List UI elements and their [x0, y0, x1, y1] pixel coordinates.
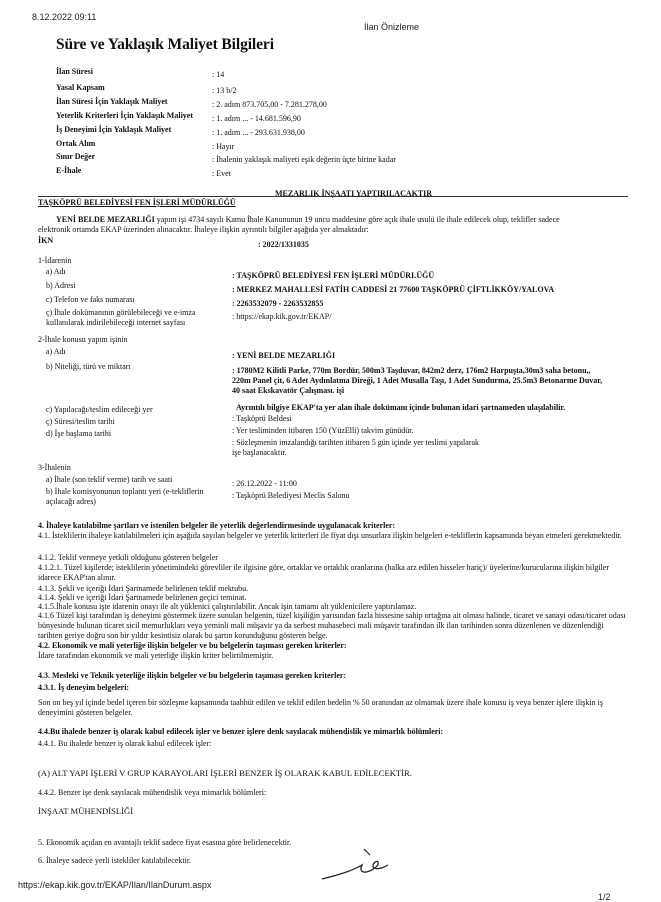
s43-title: 4.3. Mesleki ve Teknik yeterliğe ilişkin belgeler ve bu belgelerin taşıması gereken kriterler:	[38, 671, 347, 680]
info-value: : 1. adım ... - 14.681.596,90	[212, 114, 301, 123]
s3b-value: : Taşköprü Belediyesi Meclis Salonu	[232, 491, 350, 500]
intro-line-1	[56, 215, 560, 225]
notice-org: TAŞKÖPRÜ BELEDİYESİ FEN İŞLERİ MÜDÜRLÜĞÜ	[38, 198, 236, 207]
section-1-label: a) Adı	[46, 267, 66, 276]
section-2-title: 2-İhale konusu yapım işinin	[38, 335, 128, 344]
s2b-note: Ayrıntılı bilgiye EKAP'ta yer alan ihale dokümanı içinde bulunan idari şartnameden ulaşılabilir.	[236, 403, 566, 412]
page-number: 1/2	[598, 892, 611, 902]
signature-image	[318, 845, 408, 885]
intro-rest: yapım işi 4734 sayılı Kamu İhale Kanununun 19 uncu maddesine göre açık ihale usulü ile ihale edilecek olup, teklifler sadece	[154, 215, 560, 224]
s6-text: 6. İhaleye sadece yerli istekliler katılabilecektir.	[38, 856, 192, 865]
s416-text: 4.1.6 Tüzel kişi tarafından iş deneyimi göstermek üzere sunulan belgenin, tüzel kişiliğin yarısından fazla hissesine sahip ortağına ait olması halinde, ticaret ve sanayi odası/ticaret odası bünyesinde bulunan ticaret sicil memurlukları veya yeminli mali müşavir ya da serbest muhasebeci mali müşavir tarafından ilk ilan tarihinden sonra düzenlenen ve düzenlendiği tarihten geriye doğru son bir yıldır kesintisiz olarak bu şartın korunduğunu gösteren belge.	[38, 611, 626, 640]
info-label: İş Deneyimi İçin Yaklaşık Maliyet	[56, 125, 172, 134]
intro-bold: YENİ BELDE MEZARLIĞI	[56, 215, 155, 224]
ikn-value: : 2022/1331035	[258, 240, 309, 249]
footer-url[interactable]: https://ekap.kik.gov.tr/EKAP/Ilan/IlanDurum.aspx	[18, 880, 212, 890]
section-1-label: ç) İhale dokümanının görülebileceği ve e-imza kullanılarak indirilebileceği internet sayfası	[46, 308, 196, 327]
page-title: İlan Önizleme	[364, 22, 420, 32]
ikn-label: İKN	[38, 236, 54, 245]
info-value: : Hayır	[212, 142, 235, 151]
s2a-label: a) Adı	[46, 347, 66, 356]
print-datetime: 8.12.2022 09:11	[32, 12, 97, 22]
s41-text: 4.1. İsteklilerin ihaleye katılabilmeleri için aşağıda sayılan belgeler ve yeterlik kriterleri ile fiyat dışı unsurlara ilişkin belgeleri e-tekliflerin kapsamında beyan etmeleri gerekmektedir.	[38, 531, 622, 540]
s415-text: 4.1.5.İhale konusu işte idarenin onayı ile alt yüklenici çalıştırılabilir. Ancak işin tamamı alt yüklenicilere yaptırılamaz.	[38, 602, 417, 611]
info-label: Yasal Kapsam	[56, 83, 105, 92]
info-label: Ortak Alım	[56, 139, 96, 148]
info-value: : 2. adım 873.705,00 - 7.281.278,00	[212, 100, 327, 109]
notice-heading: MEZARLIK İNŞAATI YAPTIRILACAKTIR	[275, 189, 433, 198]
info-label: İlan Süresi	[56, 67, 93, 76]
s4121-text: 4.1.2.1. Tüzel kişilerde; isteklilerin yönetimindeki görevliler ile ilgisine göre, ortaklar ve ortaklık oranlarına (halka arz edilen hisseler hariç)/ üyelerine/kurucularına ilişkin bilgiler idarece EKAP'tan alınır.	[38, 563, 609, 582]
section-1-value: : MERKEZ MAHALLESİ FATİH CADDESİ 21 77600 TAŞKÖPRÜ ÇİFTLİKKÖY/YALOVA	[232, 285, 555, 294]
document-title: Süre ve Yaklaşık Maliyet Bilgileri	[56, 36, 274, 53]
s2c-label: c) Yapılacağı/teslim edileceği yer	[46, 405, 153, 414]
s44-title: 4.4.Bu ihalede benzer iş olarak kabul edilecek işler ve benzer işlere denk sayılacak mühendislik ve mimarlık bölümleri:	[38, 727, 444, 736]
s431-text: Son on beş yıl içinde bedel içeren bir sözleşme kapsamında taahhüt edilen ve teklif edilen bedelin % 50 oranından az olmamak üzere ihale konusu iş veya benzer işlere ilişkin iş deneyimini gösteren belgeler.	[38, 698, 603, 717]
section-1-label: c) Telefon ve faks numarası	[46, 295, 135, 304]
s5-text: 5. Ekonomik açıdan en avantajlı teklif sadece fiyat esasına göre belirlenecektir.	[38, 838, 292, 847]
s2cc-label: ç) Süresi/teslim tarihi	[46, 417, 115, 426]
s442-text: İNŞAAT MÜHENDİSLİĞİ	[38, 806, 134, 816]
section-1-value: : TAŞKÖPRÜ BELEDİYESİ FEN İŞLERİ MÜDÜRLÜĞÜ	[232, 271, 435, 280]
info-label: E-İhale	[56, 166, 82, 175]
section-1-title: 1-İdarenin	[38, 256, 72, 265]
info-value: : Evet	[212, 169, 231, 178]
section-3-title: 3-İhalenin	[38, 463, 71, 472]
s413-text: 4.1.3. Şekli ve içeriği İdari Şartnamede belirlenen teklif mektubu.	[38, 584, 249, 593]
info-label: İlan Süresi İçin Yaklaşık Maliyet	[56, 97, 168, 106]
divider-line	[38, 196, 628, 197]
s431-title: 4.3.1. İş deneyim belgeleri:	[38, 683, 130, 692]
s414-text: 4.1.4. Şekli ve içeriği İdari Şartnamede belirlenen geçici teminat.	[38, 593, 247, 602]
s42-text: İdare tarafından ekonomik ve mali yeterliğe ilişkin kriter belirtilmemiştir.	[38, 651, 274, 660]
s441-title: 4.4.1. Bu ihalede benzer iş olarak kabul edilecek işler:	[38, 739, 212, 748]
section-1-value: : 2263532079 - 2263532855	[232, 299, 324, 308]
info-value: : İhalenin yaklaşık maliyeti eşik değerin üçte birine kadar	[212, 155, 396, 164]
info-label: Sınır Değer	[56, 152, 96, 161]
s3b-label: b) İhale komisyonunun toplantı yeri (e-tekliflerin açılacağı adres)	[46, 487, 204, 506]
s2d-label: d) İşe başlama tarihi	[46, 429, 112, 438]
s2b-label: b) Niteliği, türü ve miktarı	[46, 362, 131, 371]
s441-text: (A) ALT YAPI İŞLERİ V GRUP KARAYOLARI İŞLERİ BENZER İŞ OLARAK KABUL EDİLECEKTİR.	[38, 768, 412, 778]
s42-title: 4.2. Ekonomik ve mali yeterliğe ilişkin belgeler ve bu belgelerin taşıması gereken kriterler:	[38, 641, 347, 650]
info-value: : 14	[212, 70, 225, 79]
s412-text: 4.1.2. Teklif vermeye yetkili olduğunu gösteren belgeler	[38, 553, 218, 562]
section-1-label: b) Adresi	[46, 281, 76, 290]
s3a-label: a) İhale (son teklif verme) tarih ve saati	[46, 475, 173, 484]
info-label: Yeterlik Kriterleri İçin Yaklaşık Maliyet	[56, 111, 194, 120]
info-value: : 1. adım ... - 293.631.938,00	[212, 128, 305, 137]
s2b-value: : 1780M2 Kilitli Parke, 770m Bordür, 500m3 Taşduvar, 842m2 derz, 176m2 Harpuşta,30m3 saha betonu,, 220m Panel çit, 6 Adet Aydınlatma Direği, 1 Adet Musalla Taşı, 1 Adet Sundurma, 25.5m3 Betonarme Duvar, 40 saat Ekskavatör Çalışması. işi	[232, 366, 603, 395]
section-1-value[interactable]: : https://ekap.kik.gov.tr/EKAP/	[232, 312, 332, 321]
intro-line-2: elektronik ortamda EKAP üzerinden alınacaktır. İhaleye ilişkin ayrıntılı bilgiler aşağıda yer almaktadır:	[38, 225, 369, 234]
s2a-value: : YENİ BELDE MEZARLIĞI	[232, 351, 336, 360]
s2c-value: : Taşköprü Beldesi	[232, 414, 292, 423]
s3a-value: : 26.12.2022 - 11:00	[232, 479, 297, 488]
s2cc-value: : Yer tesliminden itibaren 150 (YüzElli) takvim günüdür.	[232, 426, 414, 435]
s442-title: 4.4.2. Benzer işe denk sayılacak mühendislik veya mimarlık bölümleri:	[38, 788, 267, 797]
s2d-value: : Sözleşmenin imzalandığı tarihten itibaren 5 gün içinde yer teslimi yapılarak işe başlanacaktır.	[232, 438, 480, 457]
info-value: : 13 b/2	[212, 86, 237, 95]
s4-title: 4. İhaleye katılabilme şartları ve istenilen belgeler ile yeterlik değerlendirmesinde uygulanacak kriterler:	[38, 521, 396, 530]
